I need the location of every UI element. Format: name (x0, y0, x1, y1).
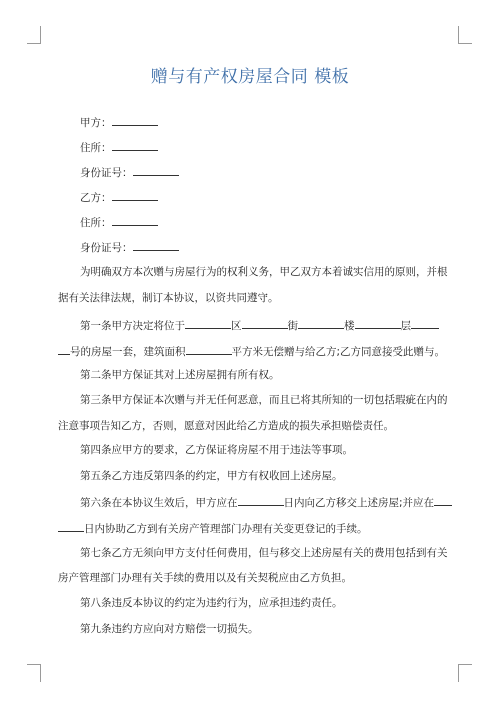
street-blank[interactable] (298, 318, 344, 329)
floor-blank[interactable] (411, 318, 439, 329)
article-2: 第二条甲方保证其对上述房屋拥有所有权。 (80, 369, 280, 381)
intro-line-2: 据有关法律法规，制订本协议，以资共同遵守。 (58, 292, 279, 304)
article-3-line-1: 第三条甲方保证本次赠与并无任何恶意，而且已将其所知的一切包括瑕疵在内的 (80, 394, 448, 406)
crop-mark-top-left (27, 26, 41, 44)
article-1-line-2 (58, 344, 445, 359)
crop-mark-bottom-left (27, 664, 41, 682)
registration-days-blank-2[interactable] (58, 521, 84, 532)
article-8: 第八条违反本协议的约定为违约行为，应承担违约责任。 (80, 597, 343, 609)
article-1-text-4: 楼 (344, 320, 355, 332)
address-b-blank[interactable] (112, 215, 158, 226)
registration-days-blank-1[interactable] (434, 495, 452, 506)
article-6-text-2: 日内向乙方移交上述房屋;并应在 (283, 497, 435, 509)
article-5: 第五条乙方违反第四条的约定，甲方有权收回上述房屋。 (80, 470, 343, 482)
building-blank[interactable] (355, 318, 401, 329)
article-1-text-7: 平方米无偿赠与给乙方;乙方同意接受此赠与。 (231, 346, 446, 358)
article-1-text-6: 号的房屋一套，建筑面积 (70, 346, 186, 358)
article-9: 第九条违约方应向对方赔偿一切损失。 (80, 623, 259, 635)
crop-mark-top-right (458, 26, 472, 44)
id-b-label: 身份证号： (80, 242, 133, 254)
party-b-field (80, 190, 158, 205)
address-b-label: 住所： (80, 217, 112, 229)
handover-days-blank[interactable] (238, 495, 284, 506)
address-a-field (80, 140, 158, 155)
id-b-blank[interactable] (133, 240, 179, 251)
article-1-line-1 (80, 318, 439, 333)
article-1-text-3: 街 (287, 320, 298, 332)
id-a-field (80, 165, 179, 180)
district-blank[interactable] (242, 318, 288, 329)
intro-line-1: 为明确双方本次赠与房屋行为的权利义务，甲乙双方本着诚实信用的原则，并根 (80, 266, 448, 278)
address-a-blank[interactable] (112, 140, 158, 151)
article-3-line-2: 注意事项告知乙方，否则，愿意对因此给乙方造成的损失承担赔偿责任。 (58, 420, 394, 432)
article-6-line-1 (80, 495, 452, 510)
article-7-line-2: 房产管理部门办理有关手续的费用以及有关契税应由乙方负担。 (58, 572, 352, 584)
party-a-label: 甲方： (80, 117, 112, 129)
address-b-field (80, 215, 158, 230)
area-blank[interactable] (186, 344, 232, 355)
id-a-label: 身份证号： (80, 167, 133, 179)
id-b-field (80, 240, 179, 255)
location-blank[interactable] (185, 318, 231, 329)
article-1-text-2: 区 (231, 320, 242, 332)
article-4: 第四条应甲方的要求，乙方保证将房屋不用于违法等事项。 (80, 444, 353, 456)
article-1-text-5: 层 (400, 320, 411, 332)
party-a-field (80, 115, 158, 130)
document-title: 赠与有产权房屋合同 模板 (150, 67, 350, 87)
party-b-label: 乙方： (80, 192, 112, 204)
id-a-blank[interactable] (133, 165, 179, 176)
crop-mark-bottom-right (458, 664, 472, 682)
party-b-blank[interactable] (112, 190, 158, 201)
article-7-line-1: 第七条乙方无须向甲方支付任何费用，但与移交上述房屋有关的费用包括到有关 (80, 547, 448, 559)
article-6-text-3: 日内协助乙方到有关房产管理部门办理有关变更登记的手续。 (84, 523, 368, 535)
article-6-line-2 (58, 521, 368, 536)
party-a-blank[interactable] (112, 115, 158, 126)
article-1-text-1: 第一条甲方决定将位于 (80, 320, 185, 332)
article-6-text-1: 第六条在本协议生效后，甲方应在 (80, 497, 238, 509)
room-blank[interactable] (58, 344, 70, 355)
address-a-label: 住所： (80, 142, 112, 154)
